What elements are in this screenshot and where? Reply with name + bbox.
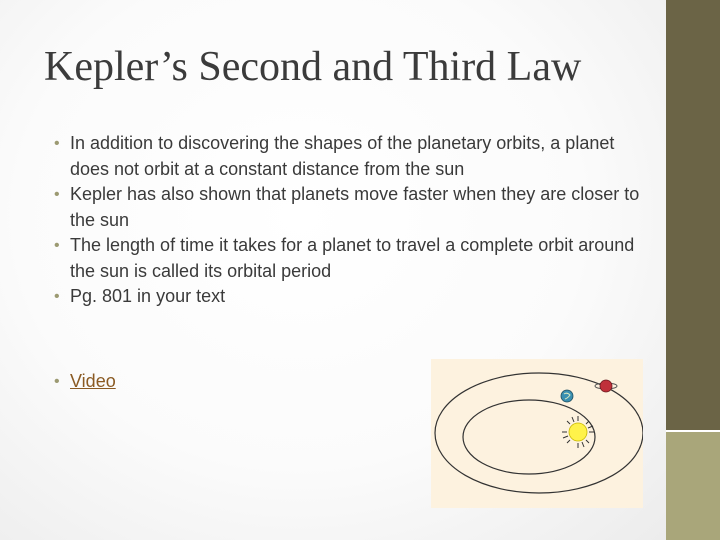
side-accent-bar-top — [666, 0, 720, 432]
bullet-marker: • — [54, 373, 60, 390]
bullet-item — [54, 284, 644, 310]
bullet-text: In addition to discovering the shapes of the planetary orbits, a planet does not orbit at a constant distance from the sun — [70, 133, 615, 179]
bullet-item — [54, 182, 644, 233]
bullet-marker: • — [54, 135, 60, 152]
bullet-text: The length of time it takes for a planet to travel a complete orbit around the sun is called its orbital period — [70, 235, 635, 281]
outer-planet — [595, 380, 617, 392]
orbit-diagram-icon — [431, 359, 643, 508]
orbit-diagram-image — [431, 359, 643, 508]
bullet-text: Kepler has also shown that planets move faster when they are closer to the sun — [70, 184, 640, 230]
video-link[interactable]: Video — [70, 371, 116, 391]
video-bullet — [54, 369, 116, 394]
bullet-marker: • — [54, 288, 60, 305]
side-accent-bar-bottom — [666, 432, 720, 540]
slide-title: Kepler’s Second and Third Law — [44, 44, 582, 90]
bullet-text: Pg. 801 in your text — [70, 286, 226, 306]
inner-planet — [561, 390, 573, 402]
bullet-item — [54, 233, 644, 284]
bullet-item — [54, 131, 644, 182]
outer-orbit — [435, 373, 643, 493]
bullet-list — [54, 131, 644, 310]
bullet-marker: • — [54, 237, 60, 254]
bullet-marker: • — [54, 186, 60, 203]
